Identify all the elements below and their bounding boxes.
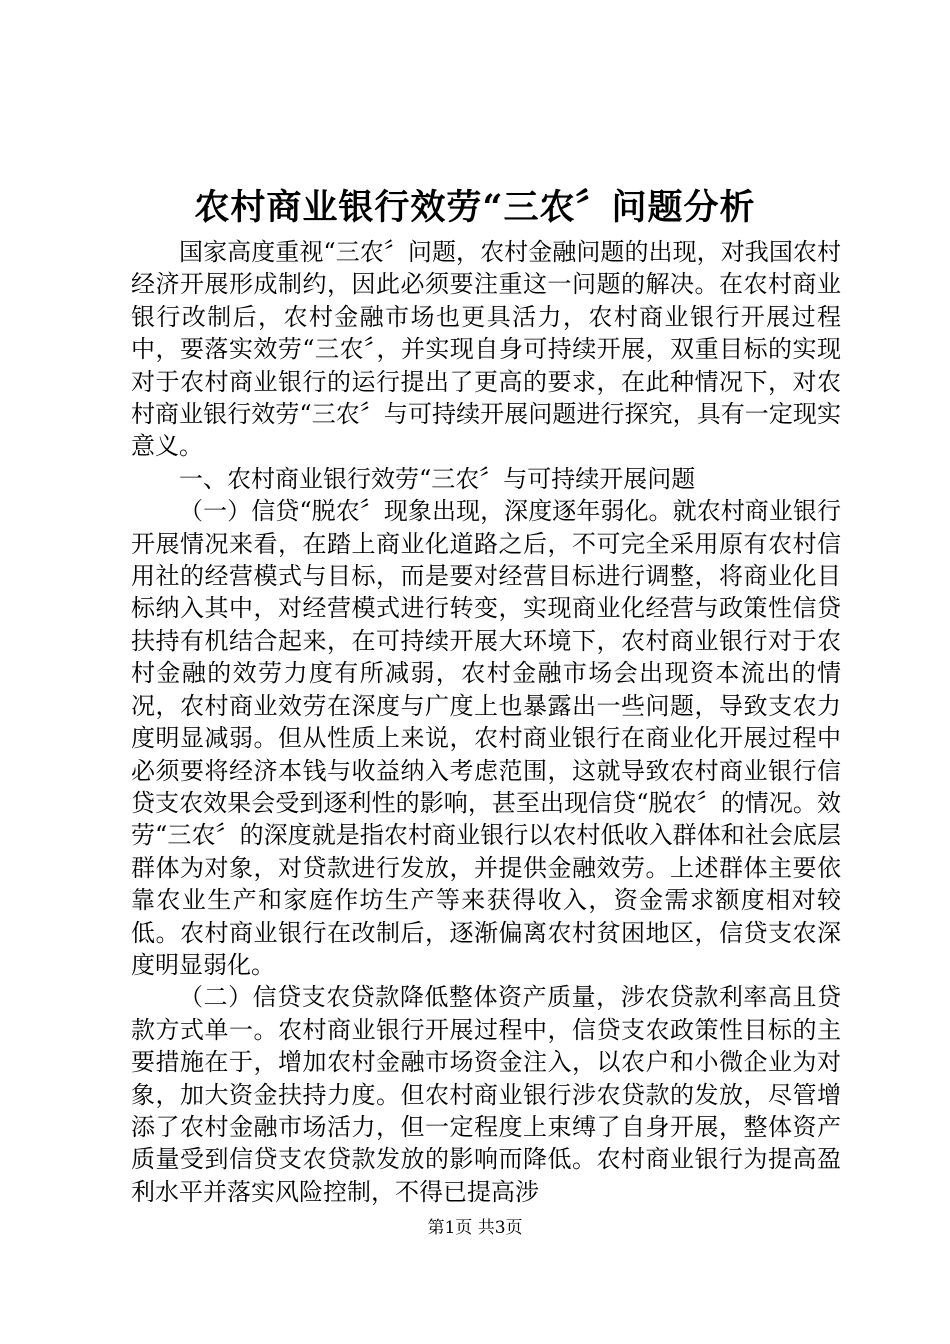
page-footer: 第1页 共3页 [427,1218,523,1238]
document-title: 农村商业银行效劳“三农〞问题分析 [194,187,756,228]
section-heading: 一、农村商业银行效劳“三农〞与可持续开展问题 [179,464,696,493]
subsection-2-paragraph: （二）信贷支农贷款降低整体资产质量，涉农贷款利率高且贷款方式单一。农村商业银行开展过程中，信贷支农政策性目标的主要措施在于，增加农村金融市场资金注入，以农户和小微企业为对象，加大资金扶持力度。但农村商业银行涉农贷款的发放，尽管增添了农村金融市场活力，但一定程度上束缚了自身开展，整体资产质量受到信贷支农贷款发放的影响而降低。农村商业银行为提高盈利水平并落实风险控制，不得已提高涉 [131,983,841,1206]
subsection-1-paragraph: （一）信贷“脱农〞现象出现，深度逐年弱化。就农村商业银行开展情况来看，在踏上商业化道路之后，不可完全采用原有农村信用社的经营模式与目标，而是要对经营目标进行调整，将商业化目标纳入其中，对经营模式进行转变，实现商业化经营与政策性信贷扶持有机结合起来，在可持续开展大环境下，农村商业银行对于农村金融的效劳力度有所减弱，农村金融市场会出现资本流出的情况，农村商业效劳在深度与广度上也暴露出一些问题，导致支农力度明显减弱。但从性质上来说，农村商业银行在商业化开展过程中必须要将经济本钱与收益纳入考虑范围，这就导致农村商业银行信贷支农效果会受到逐利性的影响，甚至出现信贷“脱农〞的情况。效劳“三农〞的深度就是指农村商业银行以农村低收入群体和社会底层群体为对象，对贷款进行发放，并提供金融效劳。上述群体主要依靠农业生产和家庭作坊生产等来获得收入，资金需求额度相对较低。农村商业银行在改制后，逐渐偏离农村贫困地区，信贷支农深度明显弱化。 [131,497,841,979]
intro-paragraph: 国家高度重视“三农〞问题，农村金融问题的出现，对我国农村经济开展形成制约，因此必须要注重这一问题的解决。在农村商业银行改制后，农村金融市场也更具活力，农村商业银行开展过程中，要落实效劳“三农〞，并实现自身可持续开展，双重目标的实现对于农村商业银行的运行提出了更高的要求，在此种情况下，对农村商业银行效劳“三农〞与可持续开展问题进行探究，具有一定现实意义。 [131,238,841,461]
document-body [131,236,841,1208]
